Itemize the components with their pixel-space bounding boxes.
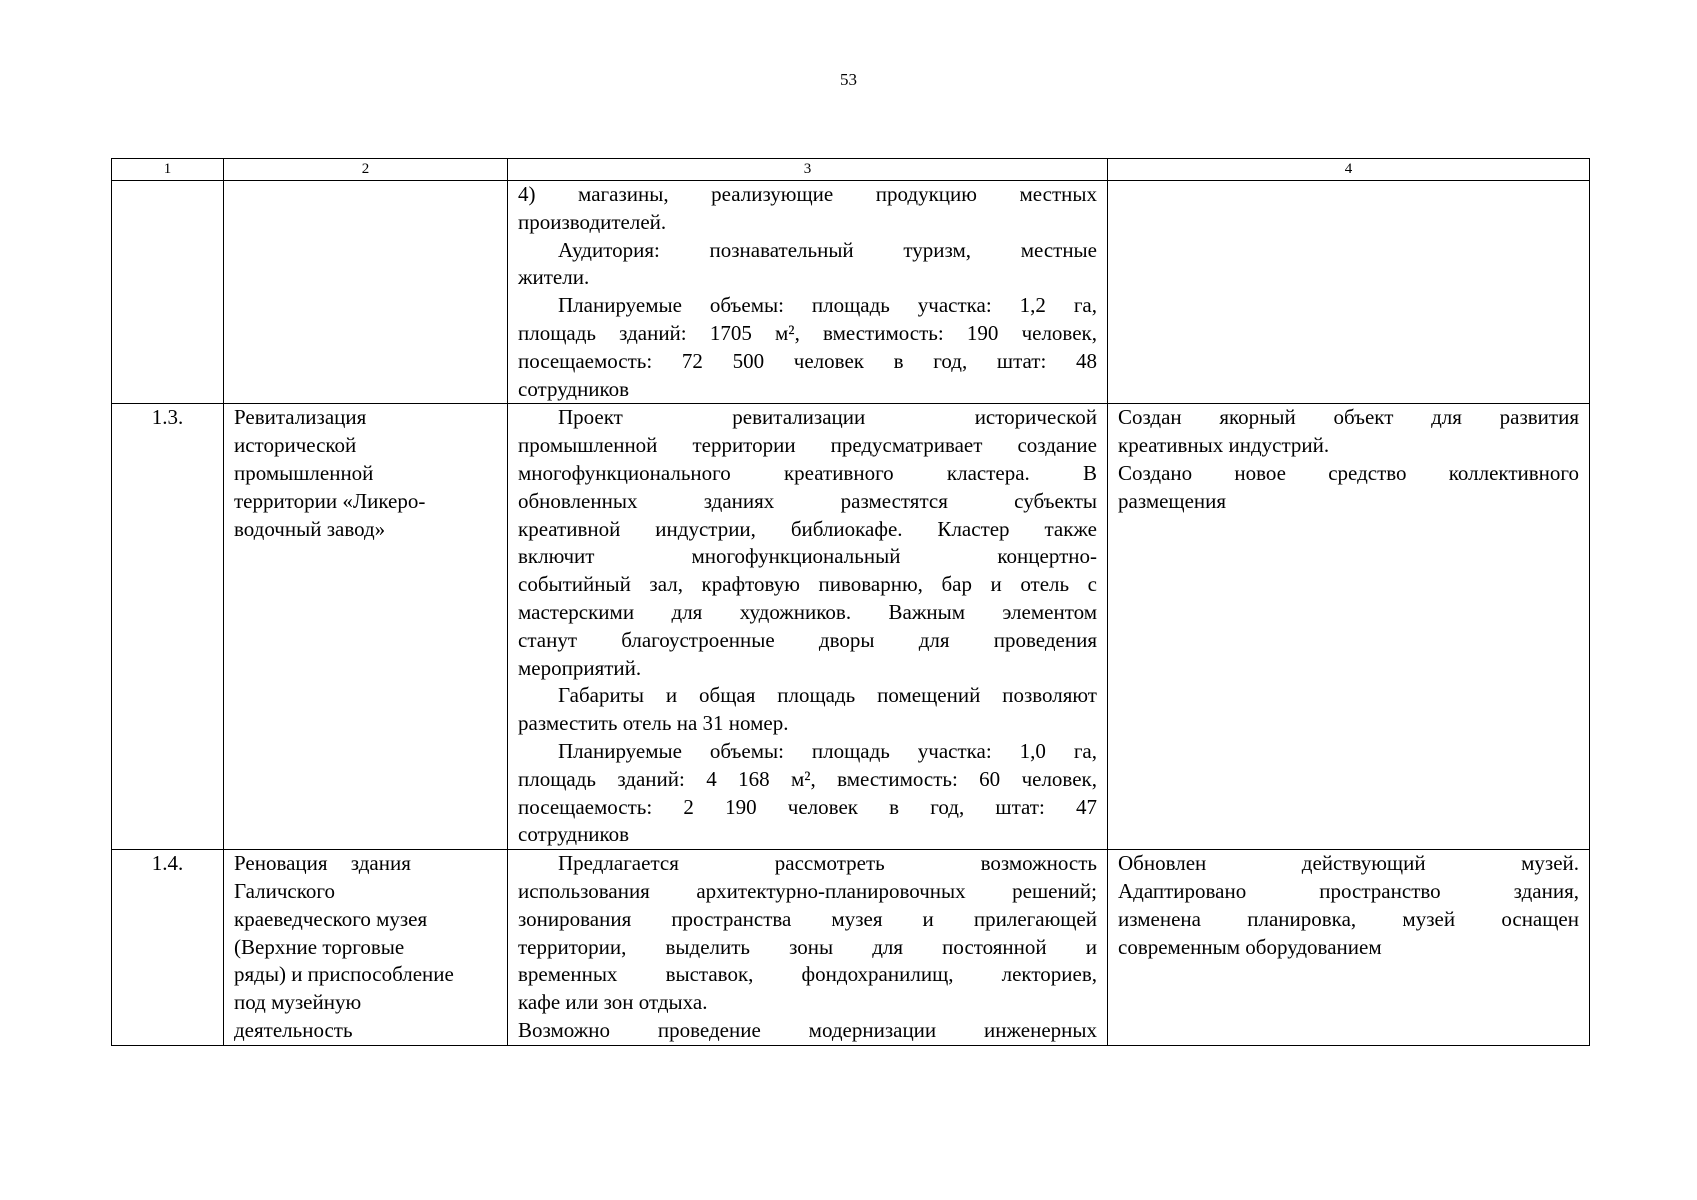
description-line: Возможно проведение модернизации инженерных <box>518 1017 1097 1042</box>
project-name-line: исторической <box>234 433 357 458</box>
description-line: зонирования пространства музея и прилегающей <box>518 906 1097 931</box>
column-header-4: 4 <box>1108 159 1590 181</box>
project-name-line: ряды) и приспособление <box>234 962 454 987</box>
expected-result-cell <box>1108 181 1590 404</box>
description-line: посещаемость: 72 500 человек в год, штат: 48 <box>518 348 1097 373</box>
result-line: Создано новое средство коллективного <box>1118 460 1579 485</box>
description-line: многофункционального креативного кластера. В <box>518 460 1097 485</box>
page-number: 53 <box>840 70 857 89</box>
description-line: Габариты и общая площадь помещений позволяют <box>558 683 1097 708</box>
project-name-line: Галичского <box>234 878 335 903</box>
description-line: станут благоустроенные дворы для проведения <box>518 627 1097 652</box>
row-number-cell: 1.3. <box>112 404 224 850</box>
result-line: изменена планировка, музей оснащен <box>1118 906 1579 931</box>
description-line: Планируемые объемы: площадь участка: 1,2 га, <box>558 293 1097 318</box>
expected-result-cell <box>1108 850 1590 1046</box>
description-line: обновленных зданиях разместятся субъекты <box>518 488 1097 513</box>
table-row-continued <box>112 181 1590 404</box>
description-line: событийный зал, крафтовую пивоварню, бар и отель с <box>518 572 1097 597</box>
project-name-line: промышленной <box>234 460 374 485</box>
project-name-line: Реновация здания <box>234 851 411 876</box>
description-line: площадь зданий: 4 168 м², вместимость: 60 человек, <box>518 766 1097 791</box>
description-line: жители. <box>518 265 590 290</box>
project-description-cell <box>508 404 1108 850</box>
table-row-1-4 <box>112 850 1590 1046</box>
description-line: Предлагается рассмотреть возможность <box>558 851 1097 876</box>
description-line: разместить отель на 31 номер. <box>518 711 789 736</box>
document-table <box>111 158 1590 1046</box>
project-name-line: под музейную <box>234 990 362 1015</box>
description-line: кафе или зон отдыха. <box>518 990 708 1015</box>
description-line: сотрудников <box>518 822 630 847</box>
project-description-cell <box>508 850 1108 1046</box>
project-name-line: Ревитализация <box>234 405 367 430</box>
description-line: использования архитектурно-планировочных решений; <box>518 878 1097 903</box>
project-name-cell <box>224 850 508 1046</box>
result-line: Адаптировано пространство здания, <box>1118 878 1579 903</box>
column-header-3: 3 <box>508 159 1108 181</box>
result-line: современным оборудованием <box>1118 934 1382 959</box>
description-line: Планируемые объемы: площадь участка: 1,0 га, <box>558 738 1097 763</box>
description-line: посещаемость: 2 190 человек в год, штат: 47 <box>518 794 1097 819</box>
description-line: мастерскими для художников. Важным элементом <box>518 599 1097 624</box>
description-line: включит многофункциональный концертно- <box>518 544 1097 569</box>
row-number-cell <box>112 181 224 404</box>
description-line: 4) магазины, реализующие продукцию местных <box>518 182 1097 206</box>
description-line: временных выставок, фондохранилищ, лекториев, <box>518 962 1097 987</box>
description-line: мероприятий. <box>518 655 642 680</box>
project-name-line: деятельность <box>234 1017 353 1042</box>
row-number-cell: 1.4. <box>112 850 224 1046</box>
project-name-line: водочный завод» <box>234 516 386 541</box>
description-line: Проект ревитализации исторической <box>558 405 1097 430</box>
project-name-line: (Верхние торговые <box>234 934 405 959</box>
description-line: креативной индустрии, библиокафе. Кластер также <box>518 516 1097 541</box>
result-line: размещения <box>1118 488 1227 513</box>
description-line: промышленной территории предусматривает создание <box>518 433 1097 458</box>
expected-result-cell <box>1108 404 1590 850</box>
project-name-line: территории «Ликеро- <box>234 488 426 513</box>
result-line: Обновлен действующий музей. <box>1118 851 1579 876</box>
project-name-line: краеведческого музея <box>234 906 428 931</box>
result-line: креативных индустрий. <box>1118 433 1330 458</box>
description-line: производителей. <box>518 209 667 234</box>
description-line: сотрудников <box>518 376 630 401</box>
description-line: Аудитория: познавательный туризм, местные <box>558 237 1097 262</box>
table-header-row <box>112 159 1590 181</box>
column-header-2: 2 <box>224 159 508 181</box>
project-name-cell <box>224 181 508 404</box>
table-row-1-3 <box>112 404 1590 850</box>
description-line: площадь зданий: 1705 м², вместимость: 190 человек, <box>518 320 1097 345</box>
project-name-cell <box>224 404 508 850</box>
column-header-1: 1 <box>112 159 224 181</box>
result-line: Создан якорный объект для развития <box>1118 405 1579 430</box>
description-line: территории, выделить зоны для постоянной и <box>518 934 1097 959</box>
project-description-cell <box>508 181 1108 404</box>
